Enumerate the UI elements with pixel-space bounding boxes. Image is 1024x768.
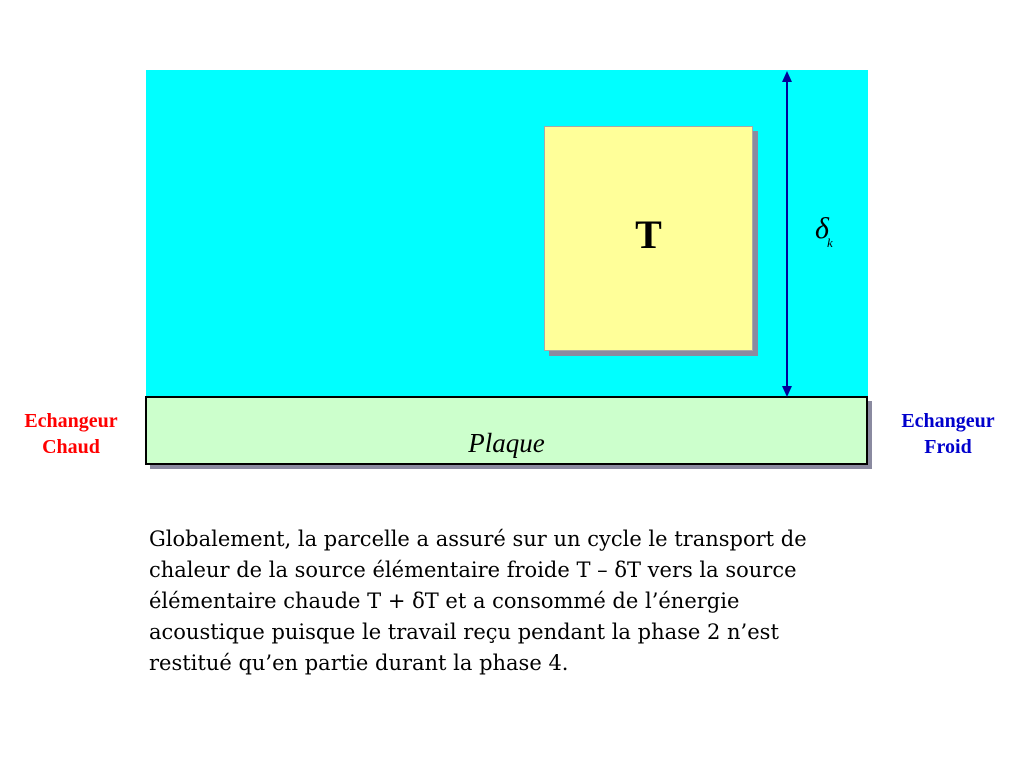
hot-exchanger-line-1: Echangeur: [24, 410, 118, 432]
parcel-label: T: [635, 212, 662, 257]
thickness-label: [815, 212, 833, 251]
plate-label: Plaque: [468, 428, 545, 458]
paragraph-line: élémentaire chaude T + δT et a consommé de l’énergie: [149, 589, 740, 613]
delta-symbol: δ: [815, 212, 829, 245]
hot-exchanger-line-2: Chaud: [42, 436, 100, 458]
hot-exchanger-label: [0, 408, 142, 460]
paragraph-line: chaleur de la source élémentaire froide T – δT vers la source: [149, 558, 797, 582]
cold-exchanger-label: [880, 408, 1016, 460]
paragraph-line: Globalement, la parcelle a assuré sur un cycle le transport de: [149, 527, 807, 551]
cold-exchanger-line-2: Froid: [924, 436, 972, 458]
delta-subscript: k: [826, 235, 833, 250]
cold-exchanger-line-1: Echangeur: [901, 410, 995, 432]
paragraph-line: acoustique puisque le travail reçu pendant la phase 2 n’est: [149, 620, 779, 644]
explanation-paragraph: [149, 524, 979, 679]
paragraph-line: restitué qu’en partie durant la phase 4.: [149, 651, 569, 675]
